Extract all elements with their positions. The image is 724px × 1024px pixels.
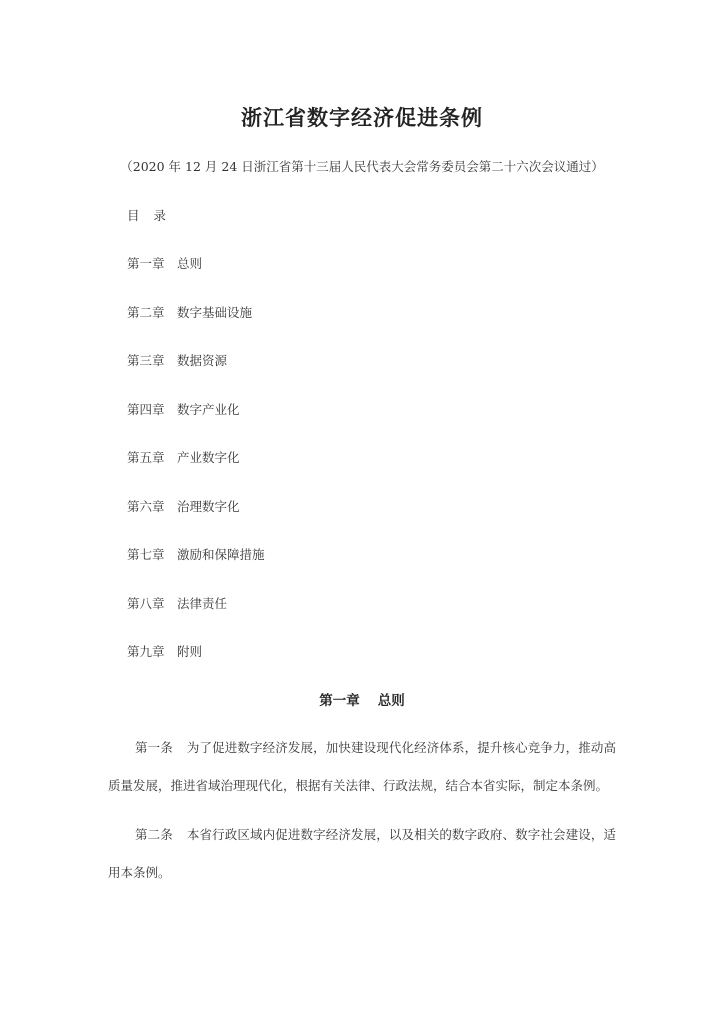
- toc-chapter-number: 第五章: [127, 450, 165, 465]
- toc-chapter-name: 数据资源: [177, 353, 228, 368]
- toc-heading-right: 录: [153, 208, 167, 223]
- document-subtitle: （2020 年 12 月 24 日浙江省第十三届人民代表大会常务委员会第二十六次会议通过）: [120, 159, 604, 174]
- toc-chapter-name: 附则: [177, 644, 203, 659]
- article-paragraph: [108, 729, 616, 805]
- toc-chapter-number: 第七章: [127, 547, 165, 562]
- toc-item: [127, 400, 265, 449]
- article-text: 本省行政区域内促进数字经济发展，以及相关的数字政府、数字社会建设，适用本条例。: [108, 827, 616, 880]
- article-text: 为了促进数字经济发展，加快建设现代化经济体系，提升核心竞争力，推动高质量发展，推进省域治理现代化，根据有关法律、行政法规，结合本省实际，制定本条例。: [108, 740, 616, 793]
- toc-chapter-name: 数字基础设施: [177, 304, 253, 320]
- toc-chapter-name: 数字产业化: [177, 401, 240, 417]
- chapter-heading: [0, 689, 724, 709]
- toc-chapter-number: 第二章: [127, 304, 165, 320]
- chapter-heading-number: 第一章: [319, 693, 360, 709]
- toc-item: [127, 594, 265, 643]
- toc-item: [127, 254, 265, 303]
- table-of-contents: [127, 254, 265, 691]
- chapter-heading-name: 总则: [377, 693, 405, 709]
- toc-heading: [127, 206, 166, 224]
- toc-chapter-number: 第九章: [127, 644, 165, 659]
- article-number: 第二条: [135, 827, 173, 842]
- toc-chapter-number: 第一章: [127, 256, 165, 271]
- toc-chapter-number: 第三章: [127, 353, 165, 368]
- document-title: 浙江省数字经济促进条例: [241, 106, 483, 130]
- toc-heading-left: 目: [127, 208, 140, 223]
- toc-chapter-number: 第八章: [127, 595, 165, 611]
- toc-chapter-name: 治理数字化: [177, 498, 240, 514]
- toc-chapter-number: 第六章: [127, 498, 165, 514]
- toc-item: [127, 497, 265, 546]
- toc-chapter-name: 法律责任: [177, 595, 228, 611]
- toc-item: [127, 545, 265, 594]
- article-paragraph: [108, 816, 616, 892]
- toc-item: [127, 351, 265, 400]
- toc-item: [127, 303, 265, 352]
- toc-chapter-number: 第四章: [127, 401, 165, 417]
- toc-chapter-name: 产业数字化: [177, 450, 240, 465]
- article-number: 第一条: [135, 740, 173, 755]
- toc-chapter-name: 总则: [177, 256, 203, 271]
- toc-chapter-name: 激励和保障措施: [177, 547, 265, 562]
- toc-item: [127, 642, 265, 691]
- toc-item: [127, 448, 265, 497]
